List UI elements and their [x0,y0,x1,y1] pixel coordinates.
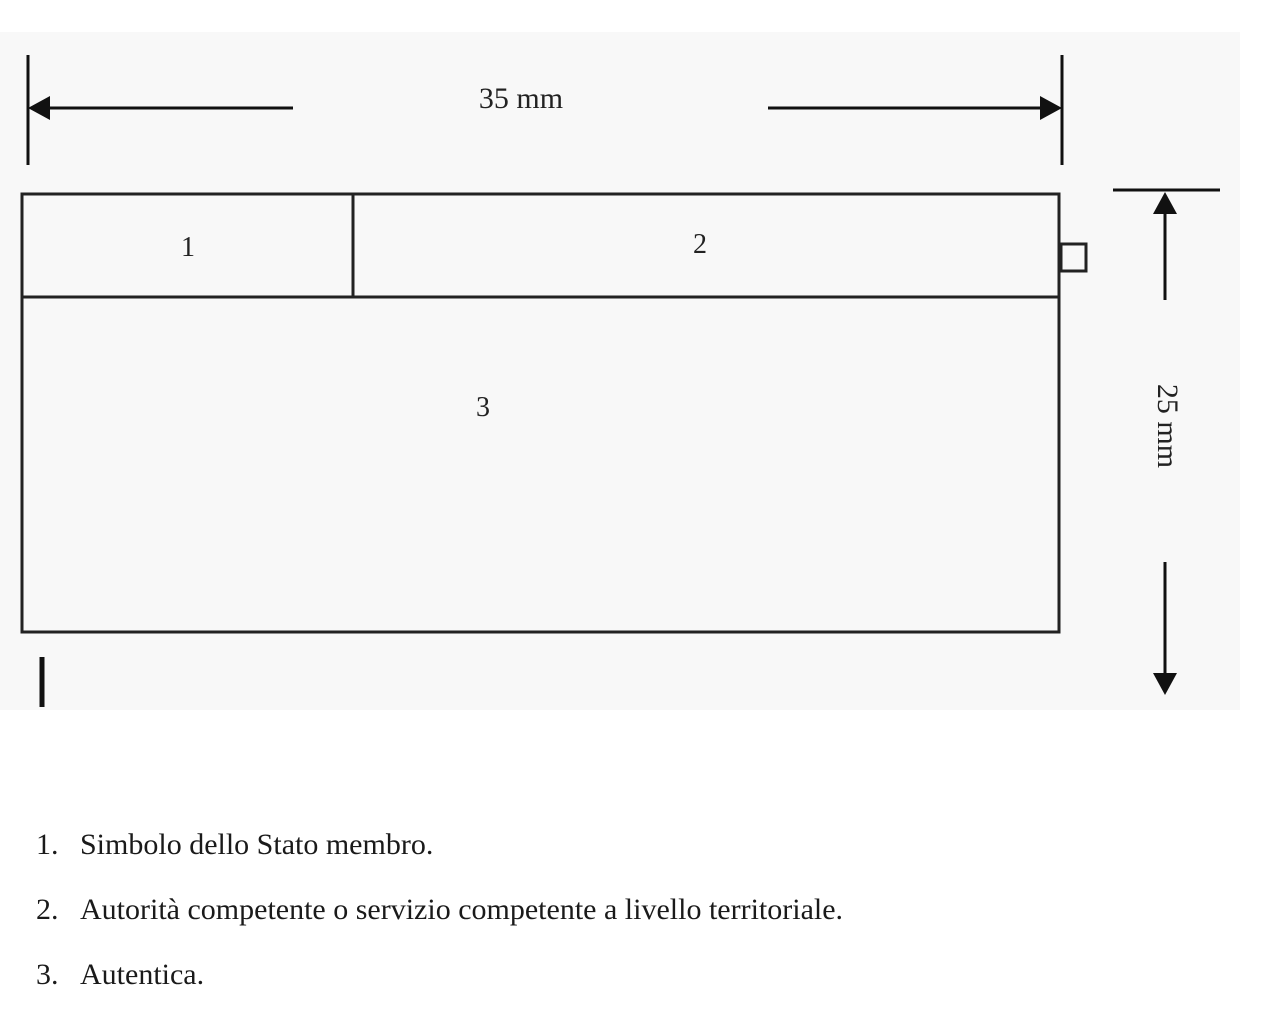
legend-text: Autentica. [80,958,205,991]
cell-2-label: 2 [693,229,707,260]
cell-1-label: 1 [181,232,195,263]
width-left-arrowhead [28,96,50,120]
legend-number: 1. [36,828,59,861]
legend-item [36,895,843,925]
legend-number: 2. [36,893,59,926]
legend-text: Autorità competente o servizio competente a livello territoriale. [80,893,844,926]
legend-item [36,960,843,990]
width-label: 35 mm [478,82,564,115]
height-dimension [1113,190,1220,695]
small-square-marker [1061,244,1086,271]
legend-item [36,830,843,860]
legend-number: 3. [36,958,59,991]
height-down-arrowhead [1153,673,1177,695]
stamp-rectangle [22,194,1059,632]
width-right-arrowhead [1040,96,1062,120]
width-dimension [28,55,1062,165]
height-label: 25 mm [1151,383,1185,469]
legend-text: Simbolo dello Stato membro. [80,828,434,861]
outer-frame [22,194,1059,632]
cell-3-label: 3 [476,392,490,423]
legend-list [36,830,843,1025]
